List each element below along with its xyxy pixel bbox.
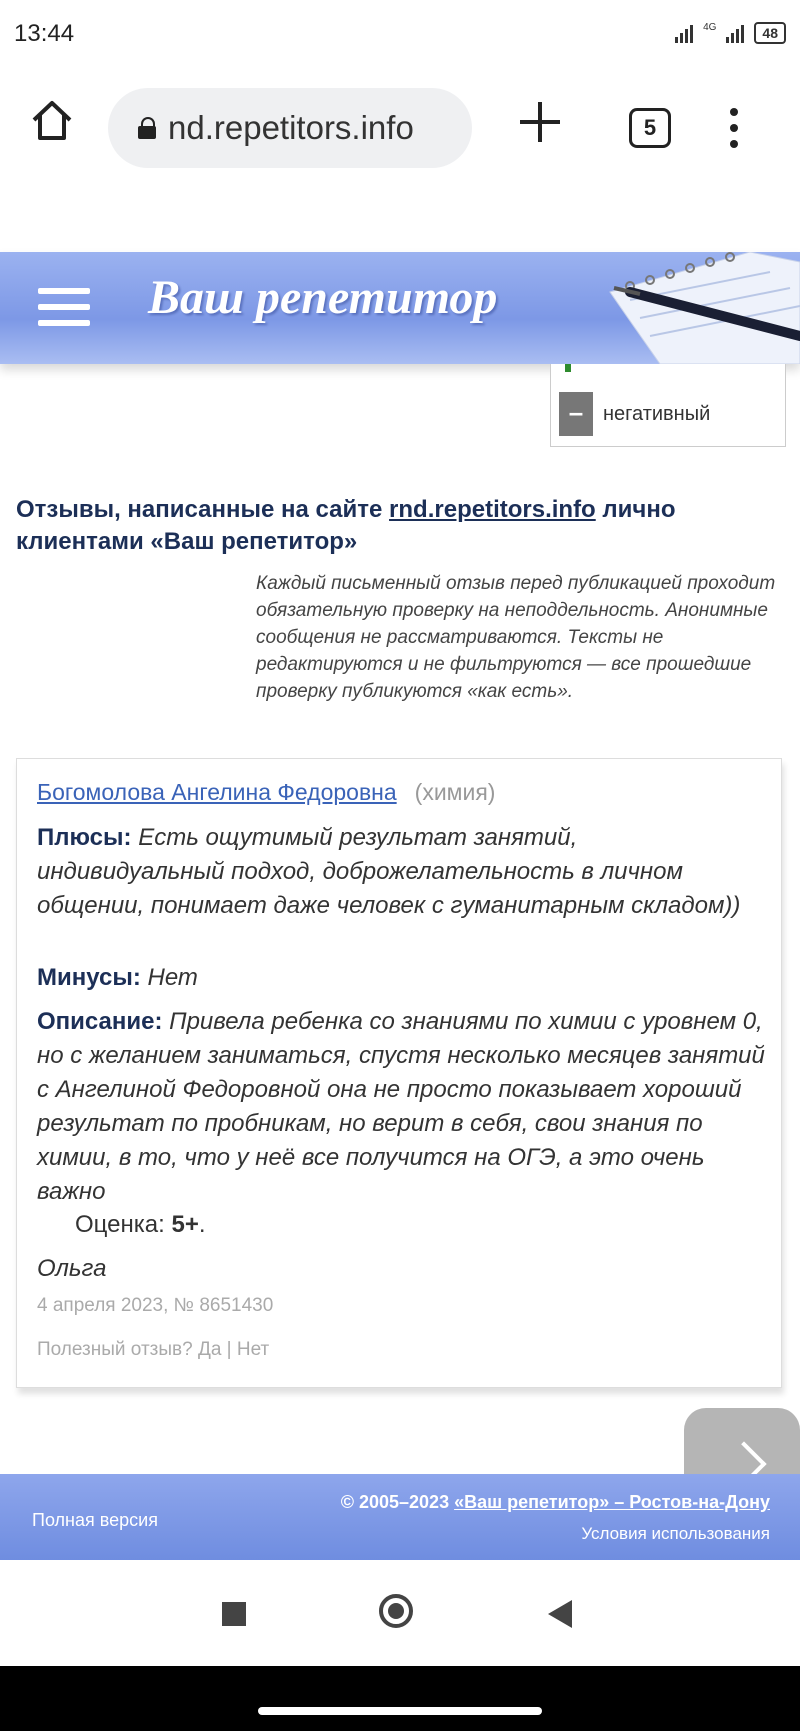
review-cons: Минусы: Нет (37, 964, 198, 991)
rating-legend (550, 364, 786, 447)
positive-marker (565, 364, 571, 372)
site-logo[interactable]: Ваш репетитор (148, 271, 498, 324)
site-link[interactable]: rnd.repetitors.info (389, 496, 596, 523)
legend-negative (559, 392, 710, 436)
copyright: © 2005–2023 «Ваш репетитор» – Ростов-на-Дону (340, 1492, 770, 1512)
battery-icon: 48 (754, 22, 786, 44)
network-type: 4G (703, 22, 717, 33)
signal-icon-2 (726, 23, 744, 43)
reviews-section-title: Отзывы, написанные на сайте rnd.repetitors.info лично клиентами «Ваш репетитор» (16, 496, 676, 555)
review-date: 4 апреля 2023, № 8651430 (37, 1295, 274, 1316)
signal-icon (675, 23, 693, 43)
hamburger-menu-icon[interactable] (38, 288, 90, 336)
tutor-name-link[interactable]: Богомолова Ангелина Федоровна (37, 779, 397, 805)
review-author: Ольга (37, 1255, 107, 1282)
lock-icon (138, 117, 156, 139)
terms-link[interactable]: Условия использования (581, 1524, 770, 1543)
review-description: Описание: Привела ребенка со знаниями по химии с уровнем 0, но с желанием заниматься, спустя несколько месяцев занятий с Ангелиной Федоровной она не просто показывает хороший результат по пробникам, но верит в себя, свои знания по химии, в то, что у неё все получится на ОГЭ, а это очень важно (37, 1008, 765, 1205)
useful-poll: Полезный отзыв? Да | Нет (37, 1339, 270, 1360)
android-nav-bar (0, 1560, 800, 1666)
score-value: 5+ (171, 1211, 199, 1238)
negative-badge: – (559, 392, 593, 436)
more-menu-icon[interactable] (730, 108, 738, 148)
verification-note: Каждый письменный отзыв перед публикацией проходит обязательную проверку на неподдельность. Анонимные сообщения не рассматриваются. Тексты не редактируются и не фильтруются — все прошедшие проверку публикуются «как есть». (256, 573, 776, 702)
recents-icon[interactable] (222, 1602, 246, 1626)
review-pros: Плюсы: Есть ощутимый результат занятий, индивидуальный подход, доброжелательность в личном общении, понимает даже человек с гуманитарным складом)) (37, 824, 741, 919)
back-icon[interactable] (548, 1600, 572, 1628)
home-nav-icon[interactable] (379, 1594, 413, 1628)
review-header (37, 779, 495, 806)
status-icons (675, 22, 786, 44)
review-score: Оценка: 5+. (75, 1211, 206, 1238)
url-bar[interactable] (108, 88, 472, 168)
status-bar (0, 0, 800, 62)
tab-count-button[interactable]: 5 (629, 108, 671, 148)
negative-label: негативный (603, 402, 711, 425)
home-icon[interactable] (30, 98, 74, 142)
subject: (химия) (414, 779, 496, 805)
gesture-bar[interactable] (258, 1707, 542, 1715)
notepad-pen-icon (600, 252, 800, 364)
status-time: 13:44 (14, 20, 75, 47)
review-card (16, 758, 782, 1388)
new-tab-plus-icon[interactable] (520, 102, 560, 142)
site-header (0, 252, 800, 364)
url-text: nd.repetitors.info (168, 109, 414, 146)
useful-yes-link[interactable]: Да (197, 1339, 222, 1360)
useful-no-link[interactable]: Нет (236, 1339, 270, 1360)
full-version-link[interactable]: Полная версия (32, 1510, 158, 1530)
copyright-link[interactable]: «Ваш репетитор» – Ростов-на-Дону (454, 1492, 770, 1512)
site-footer (0, 1474, 800, 1560)
